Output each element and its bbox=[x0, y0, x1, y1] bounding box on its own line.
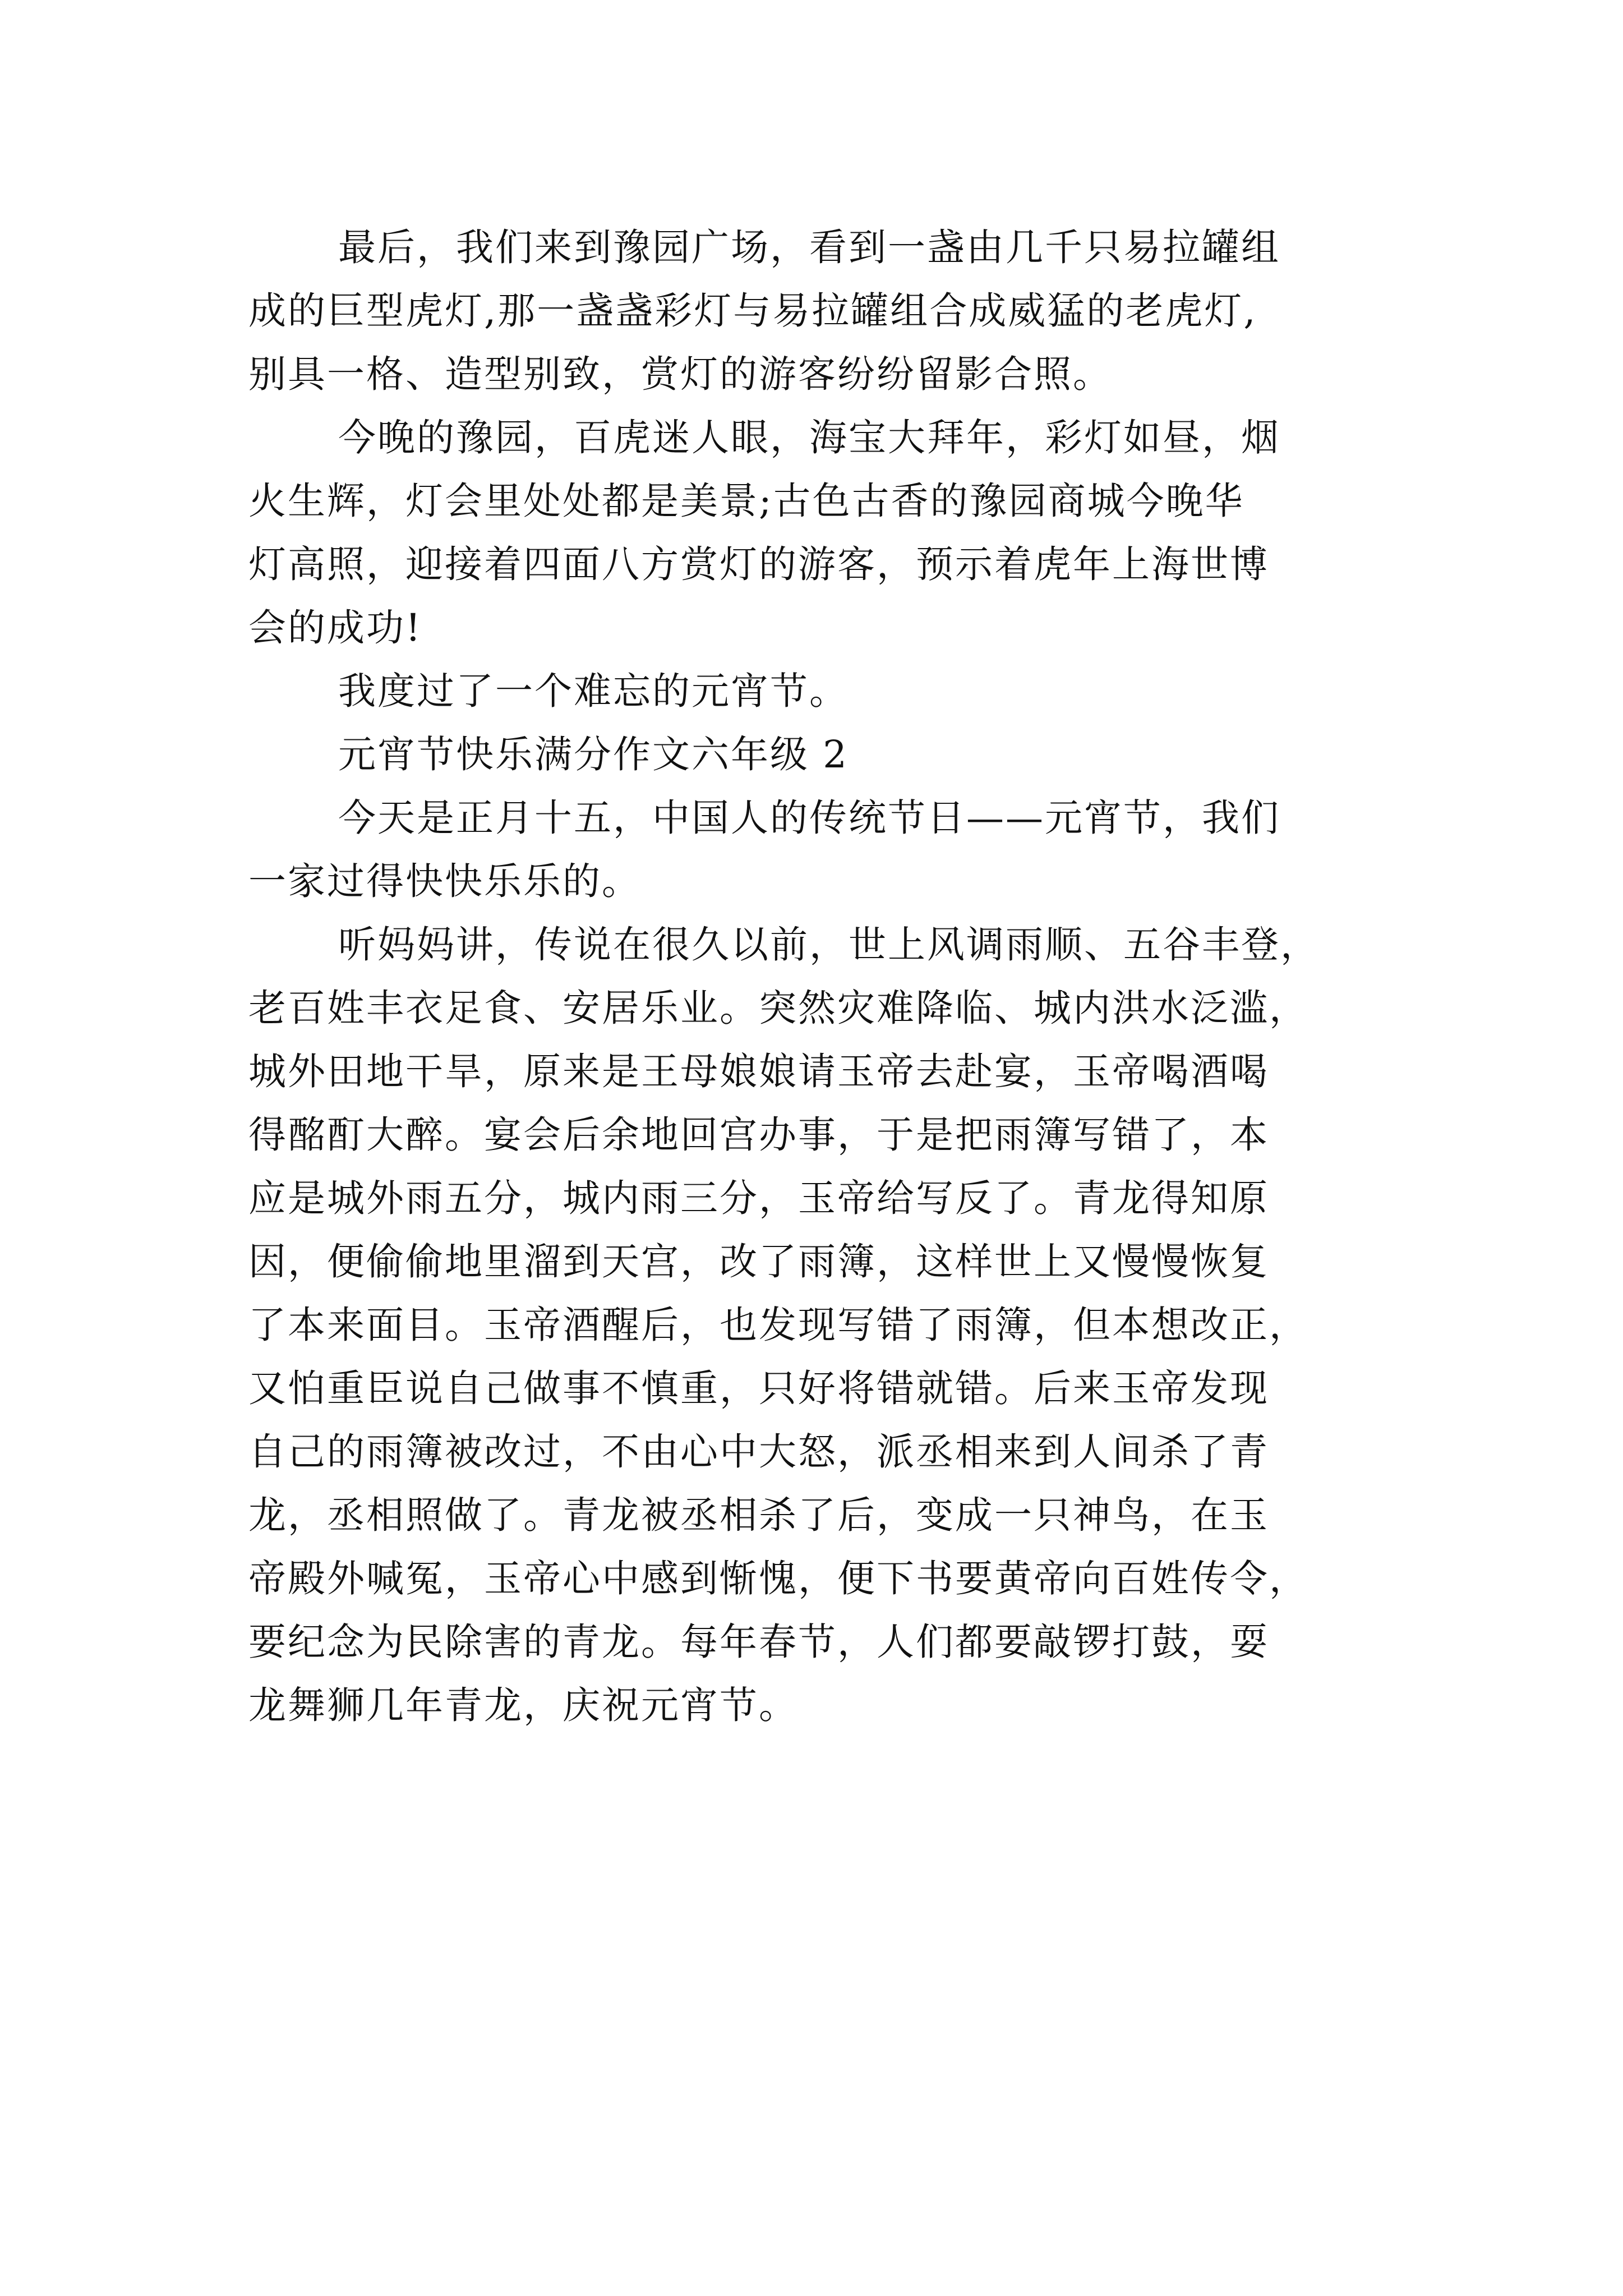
text-line: 灯高照，迎接着四面八方赏灯的游客，预示着虎年上海世博 bbox=[248, 542, 1269, 586]
text-line: 火生辉，灯会里处处都是美景;古色古香的豫园商城今晚华 bbox=[248, 479, 1244, 523]
document-body bbox=[248, 216, 1381, 1737]
text-line: 老百姓丰衣足食、安居乐业。突然灾难降临、城内洪水泛滥， bbox=[248, 986, 1308, 1030]
text-line: 成的巨型虎灯,那一盏盏彩灯与易拉罐组合成威猛的老虎灯, bbox=[248, 289, 1257, 333]
section-heading: 元宵节快乐满分作文六年级 2 bbox=[338, 733, 849, 776]
text-line: 龙舞狮几年青龙，庆祝元宵节。 bbox=[248, 1683, 798, 1727]
text-line: 帝殿外喊冤，玉帝心中感到惭愧，便下书要黄帝向百姓传令， bbox=[248, 1557, 1308, 1600]
text-line: 又怕重臣说自己做事不慎重，只好将错就错。后来玉帝发现 bbox=[248, 1366, 1269, 1410]
text-line: 会的成功! bbox=[248, 606, 422, 650]
text-line: 听妈妈讲，传说在很久以前，世上风调雨顺、五谷丰登， bbox=[338, 923, 1320, 967]
text-line: 今晚的豫园，百虎迷人眼，海宝大拜年，彩灯如昼，烟 bbox=[338, 416, 1280, 459]
text-line: 城外田地干旱，原来是王母娘娘请玉帝去赴宴，玉帝喝酒喝 bbox=[248, 1050, 1269, 1093]
text-line: 因，便偷偷地里溜到天宫，改了雨簿，这样世上又慢慢恢复 bbox=[248, 1240, 1269, 1283]
text-line: 我度过了一个难忘的元宵节。 bbox=[338, 669, 849, 713]
text-line: 一家过得快快乐乐的。 bbox=[248, 859, 641, 903]
text-line: 要纪念为民除害的青龙。每年春节，人们都要敲锣打鼓，耍 bbox=[248, 1620, 1269, 1664]
text-line: 最后，我们来到豫园广场，看到一盏由几千只易拉罐组 bbox=[338, 226, 1280, 269]
text-line: 了本来面目。玉帝酒醒后，也发现写错了雨簿，但本想改正， bbox=[248, 1303, 1308, 1347]
text-line: 龙，丞相照做了。青龙被丞相杀了后，变成一只神鸟，在玉 bbox=[248, 1493, 1269, 1537]
text-line: 应是城外雨五分，城内雨三分，玉帝给写反了。青龙得知原 bbox=[248, 1176, 1269, 1220]
text-line: 自己的雨簿被改过，不由心中大怒，派丞相来到人间杀了青 bbox=[248, 1430, 1269, 1474]
text-line: 得酩酊大醉。宴会后余地回宫办事，于是把雨簿写错了，本 bbox=[248, 1113, 1269, 1157]
text-line: 别具一格、造型别致，赏灯的游客纷纷留影合照。 bbox=[248, 352, 1112, 396]
text-line: 今天是正月十五，中国人的传统节日——元宵节，我们 bbox=[338, 796, 1280, 840]
